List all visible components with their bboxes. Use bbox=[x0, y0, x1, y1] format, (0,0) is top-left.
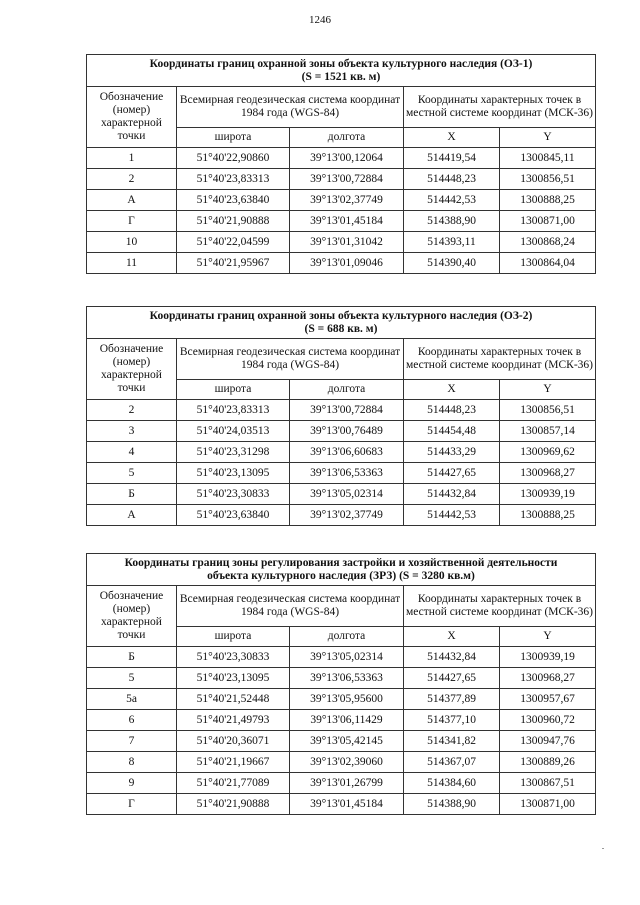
longitude-value: 39°13'05,02314 bbox=[290, 647, 404, 668]
point-id: 5а bbox=[87, 689, 177, 710]
longitude-value: 39°13'02,39060 bbox=[290, 752, 404, 773]
point-id: 4 bbox=[87, 442, 177, 463]
table-row bbox=[87, 773, 596, 794]
table-row bbox=[87, 211, 596, 232]
y-value: 1300856,51 bbox=[500, 169, 596, 190]
x-value: 514419,54 bbox=[404, 148, 500, 169]
point-id: 1 bbox=[87, 148, 177, 169]
table-area: (S = 688 кв. м) bbox=[304, 322, 378, 335]
x-value: 514390,40 bbox=[404, 253, 500, 274]
latitude-value: 51°40'22,90860 bbox=[177, 148, 290, 169]
longitude-value: 39°13'02,37749 bbox=[290, 190, 404, 211]
table-title-text: Координаты границ охранной зоны объекта культурного наследия (ОЗ-1) bbox=[149, 57, 533, 70]
x-value: 514393,11 bbox=[404, 232, 500, 253]
header-y: Y bbox=[500, 627, 596, 647]
longitude-value: 39°13'01,09046 bbox=[290, 253, 404, 274]
longitude-value: 39°13'06,60683 bbox=[290, 442, 404, 463]
y-value: 1300888,25 bbox=[500, 505, 596, 526]
table-row bbox=[87, 794, 596, 815]
header-msk: Координаты характерных точек в местной системе координат (МСК-36) bbox=[404, 586, 596, 627]
header-latitude: широта bbox=[177, 128, 290, 148]
table-row bbox=[87, 689, 596, 710]
latitude-value: 51°40'24,03513 bbox=[177, 421, 290, 442]
x-value: 514448,23 bbox=[404, 169, 500, 190]
longitude-value: 39°13'05,42145 bbox=[290, 731, 404, 752]
latitude-value: 51°40'23,13095 bbox=[177, 668, 290, 689]
table-row bbox=[87, 253, 596, 274]
table-row bbox=[87, 484, 596, 505]
x-value: 514341,82 bbox=[404, 731, 500, 752]
latitude-value: 51°40'23,13095 bbox=[177, 463, 290, 484]
table-title bbox=[87, 307, 596, 339]
point-id: 9 bbox=[87, 773, 177, 794]
y-value: 1300968,27 bbox=[500, 668, 596, 689]
y-value: 1300871,00 bbox=[500, 794, 596, 815]
coordinates-table bbox=[86, 553, 596, 815]
point-id: 6 bbox=[87, 710, 177, 731]
y-value: 1300939,19 bbox=[500, 484, 596, 505]
latitude-value: 51°40'23,63840 bbox=[177, 190, 290, 211]
header-point: Обозначение (номер) характерной точки bbox=[87, 87, 177, 148]
header-x: X bbox=[404, 128, 500, 148]
table-row bbox=[87, 668, 596, 689]
point-id: А bbox=[87, 190, 177, 211]
x-value: 514384,60 bbox=[404, 773, 500, 794]
header-longitude: долгота bbox=[290, 380, 404, 400]
x-value: 514433,29 bbox=[404, 442, 500, 463]
latitude-value: 51°40'23,63840 bbox=[177, 505, 290, 526]
header-point: Обозначение (номер) характерной точки bbox=[87, 586, 177, 647]
point-id: 8 bbox=[87, 752, 177, 773]
point-id: 5 bbox=[87, 668, 177, 689]
point-id: 2 bbox=[87, 400, 177, 421]
point-id: Б bbox=[87, 647, 177, 668]
table-title-text: Координаты границ охранной зоны объекта культурного наследия (ОЗ-2) bbox=[149, 309, 533, 322]
point-id: 5 bbox=[87, 463, 177, 484]
table-title bbox=[87, 554, 596, 586]
x-value: 514448,23 bbox=[404, 400, 500, 421]
header-y: Y bbox=[500, 380, 596, 400]
y-value: 1300868,24 bbox=[500, 232, 596, 253]
table-area: объекта культурного наследия (ЗРЗ) (S = 3280 кв.м) bbox=[207, 569, 475, 582]
header-wgs: Всемирная геодезическая система координат 1984 года (WGS-84) bbox=[177, 339, 404, 380]
y-value: 1300867,51 bbox=[500, 773, 596, 794]
point-id: 7 bbox=[87, 731, 177, 752]
point-id: 3 bbox=[87, 421, 177, 442]
table-row bbox=[87, 232, 596, 253]
x-value: 514432,84 bbox=[404, 647, 500, 668]
x-value: 514367,07 bbox=[404, 752, 500, 773]
y-value: 1300888,25 bbox=[500, 190, 596, 211]
y-value: 1300960,72 bbox=[500, 710, 596, 731]
scan-mark bbox=[602, 848, 604, 849]
header-longitude: долгота bbox=[290, 128, 404, 148]
table-row bbox=[87, 421, 596, 442]
latitude-value: 51°40'23,31298 bbox=[177, 442, 290, 463]
latitude-value: 51°40'21,90888 bbox=[177, 211, 290, 232]
longitude-value: 39°13'02,37749 bbox=[290, 505, 404, 526]
y-value: 1300857,14 bbox=[500, 421, 596, 442]
longitude-value: 39°13'06,53363 bbox=[290, 463, 404, 484]
header-y: Y bbox=[500, 128, 596, 148]
longitude-value: 39°13'05,02314 bbox=[290, 484, 404, 505]
longitude-value: 39°13'00,76489 bbox=[290, 421, 404, 442]
latitude-value: 51°40'21,19667 bbox=[177, 752, 290, 773]
x-value: 514454,48 bbox=[404, 421, 500, 442]
y-value: 1300871,00 bbox=[500, 211, 596, 232]
latitude-value: 51°40'23,30833 bbox=[177, 647, 290, 668]
table-title bbox=[87, 55, 596, 87]
x-value: 514388,90 bbox=[404, 211, 500, 232]
x-value: 514388,90 bbox=[404, 794, 500, 815]
x-value: 514442,53 bbox=[404, 190, 500, 211]
y-value: 1300845,11 bbox=[500, 148, 596, 169]
coordinates-table bbox=[86, 306, 596, 526]
point-id: Г bbox=[87, 794, 177, 815]
point-id: А bbox=[87, 505, 177, 526]
point-id: 10 bbox=[87, 232, 177, 253]
table-row bbox=[87, 148, 596, 169]
latitude-value: 51°40'21,52448 bbox=[177, 689, 290, 710]
point-id: 2 bbox=[87, 169, 177, 190]
table-row bbox=[87, 463, 596, 484]
longitude-value: 39°13'01,31042 bbox=[290, 232, 404, 253]
table-row bbox=[87, 710, 596, 731]
x-value: 514377,10 bbox=[404, 710, 500, 731]
table-title-text: Координаты границ зоны регулирования застройки и хозяйственной деятельности bbox=[124, 556, 558, 569]
longitude-value: 39°13'01,45184 bbox=[290, 794, 404, 815]
longitude-value: 39°13'06,11429 bbox=[290, 710, 404, 731]
x-value: 514427,65 bbox=[404, 668, 500, 689]
latitude-value: 51°40'23,83313 bbox=[177, 400, 290, 421]
table-row bbox=[87, 647, 596, 668]
table-row bbox=[87, 169, 596, 190]
latitude-value: 51°40'22,04599 bbox=[177, 232, 290, 253]
header-wgs: Всемирная геодезическая система координат 1984 года (WGS-84) bbox=[177, 87, 404, 128]
longitude-value: 39°13'05,95600 bbox=[290, 689, 404, 710]
y-value: 1300969,62 bbox=[500, 442, 596, 463]
table-row bbox=[87, 442, 596, 463]
header-msk: Координаты характерных точек в местной системе координат (МСК-36) bbox=[404, 87, 596, 128]
table-area: (S = 1521 кв. м) bbox=[301, 70, 381, 83]
x-value: 514432,84 bbox=[404, 484, 500, 505]
latitude-value: 51°40'20,36071 bbox=[177, 731, 290, 752]
latitude-value: 51°40'21,49793 bbox=[177, 710, 290, 731]
latitude-value: 51°40'21,90888 bbox=[177, 794, 290, 815]
latitude-value: 51°40'21,77089 bbox=[177, 773, 290, 794]
point-id: 11 bbox=[87, 253, 177, 274]
y-value: 1300947,76 bbox=[500, 731, 596, 752]
longitude-value: 39°13'00,72884 bbox=[290, 400, 404, 421]
table-row bbox=[87, 752, 596, 773]
table-row bbox=[87, 731, 596, 752]
x-value: 514442,53 bbox=[404, 505, 500, 526]
x-value: 514377,89 bbox=[404, 689, 500, 710]
longitude-value: 39°13'06,53363 bbox=[290, 668, 404, 689]
coordinates-table bbox=[86, 54, 596, 274]
y-value: 1300864,04 bbox=[500, 253, 596, 274]
y-value: 1300856,51 bbox=[500, 400, 596, 421]
longitude-value: 39°13'00,72884 bbox=[290, 169, 404, 190]
header-msk: Координаты характерных точек в местной системе координат (МСК-36) bbox=[404, 339, 596, 380]
y-value: 1300957,67 bbox=[500, 689, 596, 710]
header-latitude: широта bbox=[177, 627, 290, 647]
longitude-value: 39°13'01,45184 bbox=[290, 211, 404, 232]
header-latitude: широта bbox=[177, 380, 290, 400]
table-row bbox=[87, 190, 596, 211]
header-point: Обозначение (номер) характерной точки bbox=[87, 339, 177, 400]
x-value: 514427,65 bbox=[404, 463, 500, 484]
point-id: Б bbox=[87, 484, 177, 505]
point-id: Г bbox=[87, 211, 177, 232]
latitude-value: 51°40'23,30833 bbox=[177, 484, 290, 505]
header-longitude: долгота bbox=[290, 627, 404, 647]
header-x: X bbox=[404, 627, 500, 647]
header-wgs: Всемирная геодезическая система координат 1984 года (WGS-84) bbox=[177, 586, 404, 627]
table-row bbox=[87, 400, 596, 421]
y-value: 1300889,26 bbox=[500, 752, 596, 773]
header-x: X bbox=[404, 380, 500, 400]
page-number: 1246 bbox=[309, 14, 331, 26]
table-row bbox=[87, 505, 596, 526]
longitude-value: 39°13'01,26799 bbox=[290, 773, 404, 794]
longitude-value: 39°13'00,12064 bbox=[290, 148, 404, 169]
y-value: 1300939,19 bbox=[500, 647, 596, 668]
latitude-value: 51°40'21,95967 bbox=[177, 253, 290, 274]
y-value: 1300968,27 bbox=[500, 463, 596, 484]
latitude-value: 51°40'23,83313 bbox=[177, 169, 290, 190]
